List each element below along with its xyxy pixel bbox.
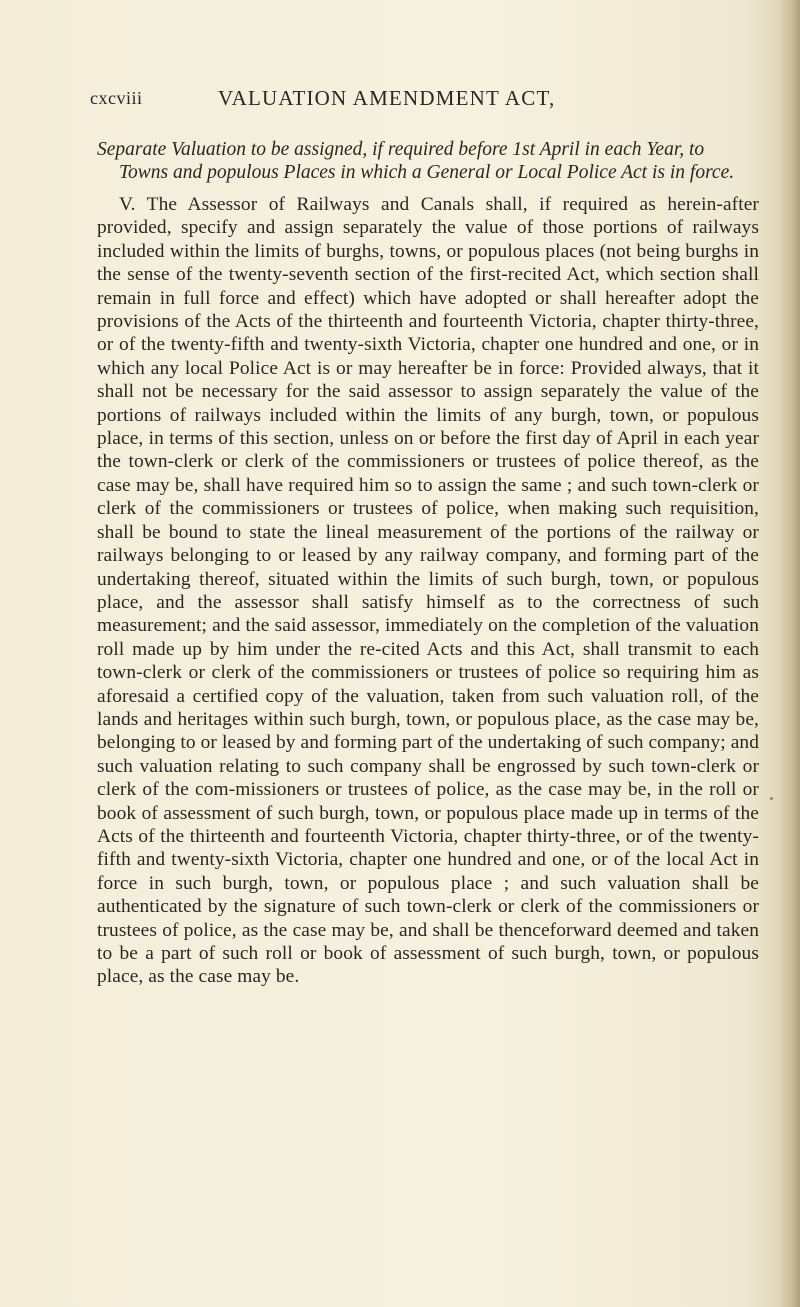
section-heading: Separate Valuation to be assigned, if required before 1st April in each Year, to Towns and populous Places in which a General or Local Police Act is in force. [97,139,735,183]
page-header [0,88,800,116]
page-content [97,138,759,989]
section-text: V. The Assessor of Railways and Canals shall, if required as herein-after provided, specify and assign separately the value of those portions of railways included within the limits of burghs, towns, or populous places (not being burghs in the sense of the twenty-seventh section of the first-recited Act, which section shall remain in full force and effect) which have adopted or shall hereafter adopt the provisions of the Acts of the thirteenth and fourteenth Victoria, chapter thirty-three, or of the twenty-fifth and twenty-sixth Victoria, chapter one hundred and one, or in which any local Police Act is or may hereafter be in force: Provided always, that it shall not be necessary for the said assessor to assign separately the value of the portions of railways included within the limits of any burgh, town, or populous place, in terms of this section, unless on or before the first day of April in each year the town-clerk or clerk of the commissioners or trustees of police thereof, as the case may be, shall have required him so to assign the same ; and such town-clerk or clerk of the commissioners or trustees of police, when making such requisition, shall be bound to state the lineal measurement of the portions of the railway or railways belonging to or leased by any railway company, and forming part of the undertaking thereof, situated within the limits of such burgh, town, or populous place, and the assessor shall satisfy himself as to the correctness of such measurement; and the said assessor, immediately on the completion of the valuation roll made up by him under the re-cited Acts and this Act, shall transmit to each town-clerk or clerk of the commissioners or trustees of police so requiring him as aforesaid a certified copy of the valuation, taken from such valuation roll, of the lands and heritages within such burgh, town, or populous place, as the case may be, belonging to or leased by and forming part of the undertaking of such company; and such valuation relating to such company shall be engrossed by such town-clerk or clerk of the com-missioners or trustees of police, as the case may be, in the roll or book of assessment of such burgh, town, or populous place made up in terms of the Acts of the thirteenth and fourteenth Victoria, chapter thirty-three, or of the twenty-fifth and twenty-sixth Victoria, chapter one hundred and one, or of the local Act in force in such burgh, town, or populous place ; and such valuation shall be authenticated by the signature of such town-clerk or clerk of the commissioners or trustees of police, as the case may be, and shall be thenceforward deemed and taken to be a part of such roll or book of assessment of such burgh, town, or populous place, as the case may be. [97,194,759,988]
ink-speck [770,797,773,800]
page-number: cxcviii [90,88,143,108]
page-edge-shadow [780,0,800,1307]
running-head: VALUATION AMENDMENT ACT, [218,86,556,110]
